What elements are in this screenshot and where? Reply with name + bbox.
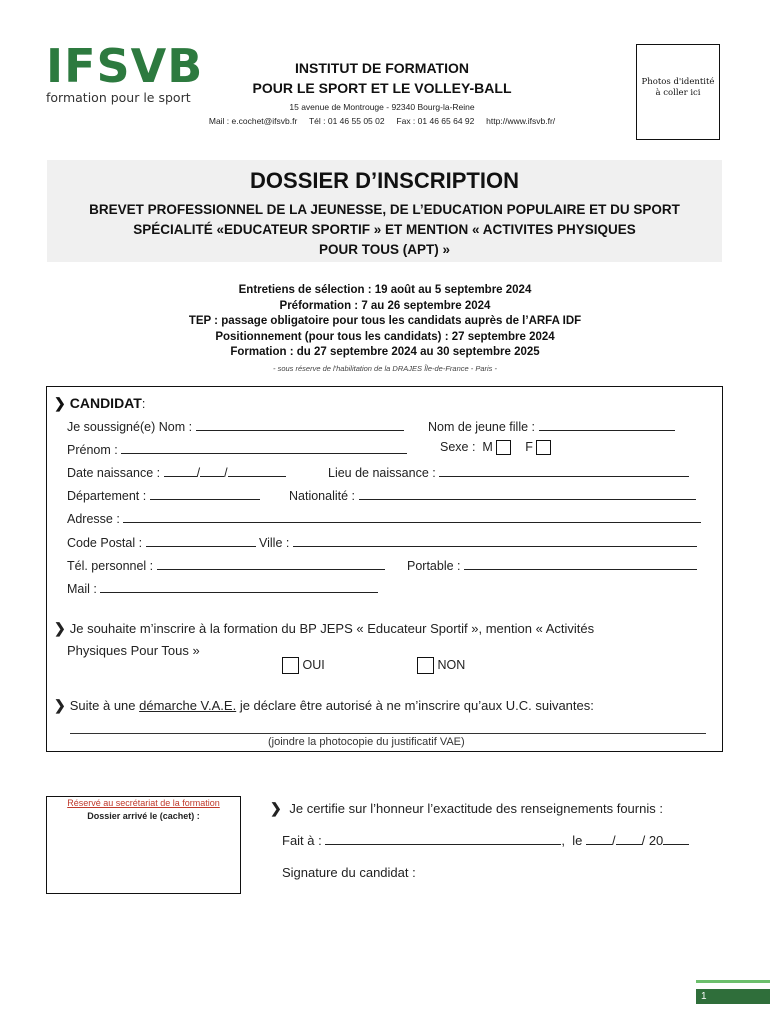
schedule-formation: Formation : du 27 septembre 2024 au 30 septembre 2025: [230, 346, 540, 358]
title-banner: [47, 160, 722, 262]
logo-text: IFSVB: [46, 39, 204, 93]
departement-field[interactable]: [150, 488, 260, 500]
naissance-mois-field[interactable]: [200, 465, 224, 477]
oui-checkbox[interactable]: [282, 657, 299, 674]
chevron-right-icon: ❯: [270, 800, 282, 816]
prenom-field[interactable]: [121, 442, 407, 454]
schedule-tep: TEP : passage obligatoire pour tous les candidats auprès de l’ARFA IDF: [188, 315, 582, 327]
footer-accent-line: [696, 980, 770, 983]
ville-label: Ville :: [259, 536, 290, 550]
sexe-label: Sexe :: [440, 440, 476, 454]
inscription-question: [54, 617, 704, 662]
diploma-line3: POUR TOUS (APT) »: [318, 242, 450, 257]
fait-label: Fait à :: [282, 833, 322, 848]
vae-statement: [54, 694, 594, 717]
nationalite-field[interactable]: [359, 488, 696, 500]
portable-field[interactable]: [464, 558, 697, 570]
portable-label: Portable :: [407, 559, 461, 573]
chevron-right-icon: ❯: [54, 395, 66, 411]
lieu-label: Lieu de naissance :: [328, 466, 436, 480]
contact-line: Mail : e.cochet@ifsvb.fr Tél : 01 46 55 05 02 Fax : 01 46 65 64 92 http://www.ifsvb.fr/: [208, 116, 556, 126]
vae-post: je déclare être autorisé à ne m’inscrire qu’aux U.C. suivantes:: [236, 698, 594, 713]
non-checkbox[interactable]: [417, 657, 434, 674]
inscription-text-2: Physiques Pour Tous »: [67, 643, 200, 658]
certification-text: Je certifie sur l’honneur l’exactitude des renseignements fournis :: [289, 801, 663, 816]
departement-label: Département :: [67, 489, 147, 503]
ville-field[interactable]: [293, 535, 697, 547]
photo-label-2: à coller ici: [655, 88, 701, 98]
secretariat-arrive-label: Dossier arrivé le (cachet) :: [87, 811, 200, 821]
logo-tagline: formation pour le sport: [46, 90, 191, 105]
vae-pre: Suite à une: [69, 698, 140, 713]
nom-label: Je soussigné(e) Nom :: [67, 420, 193, 434]
chevron-right-icon: ❯: [54, 620, 66, 636]
candidat-colon: :: [141, 397, 146, 411]
fait-field[interactable]: [325, 833, 561, 845]
mail-field[interactable]: [100, 581, 378, 593]
jeune-fille-label: Nom de jeune fille :: [428, 420, 536, 434]
institute-name: [200, 58, 564, 98]
secretariat-box: [46, 796, 241, 894]
lieu-field[interactable]: [439, 465, 689, 477]
institute-line2: POUR LE SPORT ET LE VOLLEY-BALL: [252, 80, 512, 96]
logo: [46, 39, 204, 105]
cp-field[interactable]: [146, 535, 256, 547]
adresse-label: Adresse :: [67, 512, 120, 526]
diploma-line1: BREVET PROFESSIONNEL DE LA JEUNESSE, DE L’EDUCATION POPULAIRE ET DU SPORT: [89, 202, 680, 217]
certification-statement: [270, 800, 663, 817]
cp-label: Code Postal :: [67, 536, 143, 550]
document-title: DOSSIER D’INSCRIPTION: [250, 168, 519, 193]
mail-label: Mail :: [67, 582, 97, 596]
sexe-m-label: M: [482, 440, 493, 454]
naissance-annee-field[interactable]: [228, 465, 286, 477]
prenom-label: Prénom :: [67, 443, 118, 457]
photo-label-1: Photos d'identité: [641, 77, 715, 87]
inscription-text-1: Je souhaite m’inscrire à la formation du BP JEPS « Educateur Sportif », mention « Activités: [69, 621, 595, 636]
address-line1: 15 avenue de Montrouge - 92340 Bourg-la-Reine: [289, 102, 475, 112]
naissance-jour-field[interactable]: [164, 465, 197, 477]
signature-label: Signature du candidat :: [282, 865, 416, 880]
adresse-field[interactable]: [123, 511, 701, 523]
date-annee-prefix: / 20: [641, 833, 664, 848]
tel-field[interactable]: [157, 558, 385, 570]
non-label: NON: [437, 657, 466, 672]
vae-link-text: démarche V.A.E.: [139, 698, 237, 713]
page-number: 1: [696, 989, 770, 1004]
jeune-fille-field[interactable]: [539, 419, 675, 431]
chevron-right-icon: ❯: [54, 697, 66, 713]
diploma-line2: SPÉCIALITÉ «EDUCATEUR SPORTIF » ET MENTION « ACTIVITES PHYSIQUES: [133, 222, 636, 237]
date-jour-field[interactable]: [586, 833, 612, 845]
tel-label: Tél. personnel :: [67, 559, 154, 573]
candidat-header: [54, 395, 145, 413]
page-footer: [696, 980, 770, 1004]
nom-field[interactable]: [196, 419, 404, 431]
schedule-positionnement: Positionnement (pour tous les candidats) : 27 septembre 2024: [215, 330, 555, 343]
le-label: le: [572, 833, 583, 848]
sexe-f-label: F: [525, 440, 533, 454]
date-annee-field[interactable]: [663, 833, 689, 845]
schedule: [90, 283, 680, 376]
candidat-title: CANDIDAT: [69, 395, 142, 411]
photo-box: [636, 44, 720, 140]
schedule-selection: Entretiens de sélection : 19 août au 5 septembre 2024: [238, 284, 532, 296]
sexe-f-checkbox[interactable]: [536, 440, 551, 455]
schedule-preformation: Préformation : 7 au 26 septembre 2024: [279, 299, 491, 312]
naissance-label: Date naissance :: [67, 466, 161, 480]
sexe-m-checkbox[interactable]: [496, 440, 511, 455]
institute-address: [170, 100, 594, 128]
oui-label: OUI: [302, 657, 325, 672]
vae-uc-field[interactable]: [70, 733, 706, 734]
nationalite-label: Nationalité :: [289, 489, 356, 503]
date-mois-field[interactable]: [616, 833, 642, 845]
schedule-note: - sous réserve de l'habilitation de la DRAJES Île-de-France - Paris -: [272, 363, 498, 373]
vae-joindre-note: (joindre la photocopie du justificatif VAE): [268, 736, 465, 748]
secretariat-reserve-label: Réservé au secrétariat de la formation: [67, 798, 220, 808]
institute-line1: INSTITUT DE FORMATION: [295, 60, 469, 76]
